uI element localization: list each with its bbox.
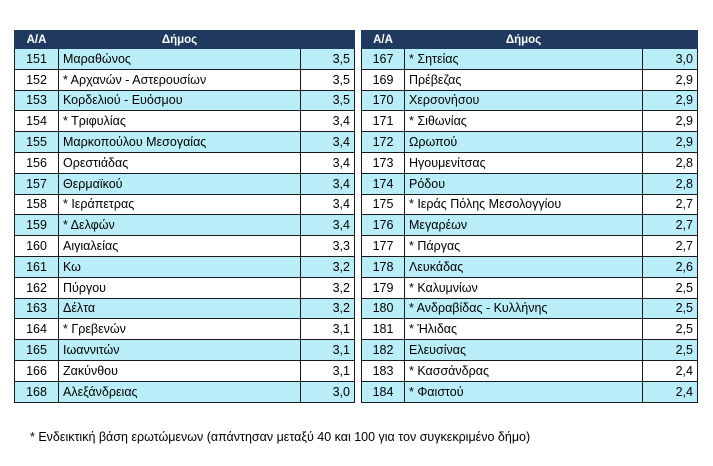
row-index: 158 bbox=[15, 194, 59, 215]
row-value: 3,0 bbox=[301, 381, 355, 402]
municipality-name: Ορεστιάδας bbox=[59, 152, 301, 173]
table-row bbox=[15, 381, 355, 402]
row-index: 160 bbox=[15, 236, 59, 257]
municipality-name: Ηγουμενίτσας bbox=[405, 152, 643, 173]
row-value: 2,9 bbox=[643, 90, 698, 111]
row-value: 3,1 bbox=[301, 319, 355, 340]
row-index: 159 bbox=[15, 215, 59, 236]
row-index: 163 bbox=[15, 298, 59, 319]
row-index: 172 bbox=[362, 132, 405, 153]
table-row bbox=[15, 236, 355, 257]
table-row bbox=[362, 111, 698, 132]
row-index: 164 bbox=[15, 319, 59, 340]
municipality-name: Ελευσίνας bbox=[405, 340, 643, 361]
row-index: 162 bbox=[15, 277, 59, 298]
municipality-name: Αιγιαλείας bbox=[59, 236, 301, 257]
row-index: 178 bbox=[362, 256, 405, 277]
table-row bbox=[362, 69, 698, 90]
row-value: 2,7 bbox=[643, 215, 698, 236]
row-value: 2,8 bbox=[643, 173, 698, 194]
municipality-name: * Δελφών bbox=[59, 215, 301, 236]
municipality-name: Αλεξάνδρειας bbox=[59, 381, 301, 402]
table-row bbox=[15, 319, 355, 340]
table-row bbox=[15, 298, 355, 319]
header-value bbox=[643, 31, 698, 49]
ranking-table-left bbox=[14, 30, 355, 403]
row-value: 3,1 bbox=[301, 340, 355, 361]
row-index: 170 bbox=[362, 90, 405, 111]
table-row bbox=[362, 381, 698, 402]
header-value bbox=[301, 31, 355, 49]
row-index: 154 bbox=[15, 111, 59, 132]
row-value: 2,7 bbox=[643, 236, 698, 257]
table-row bbox=[362, 173, 698, 194]
table-row bbox=[15, 49, 355, 70]
row-value: 3,4 bbox=[301, 132, 355, 153]
municipality-name: * Ήλιδας bbox=[405, 319, 643, 340]
header-index: Α/Α bbox=[362, 31, 405, 49]
table-row bbox=[15, 256, 355, 277]
row-index: 179 bbox=[362, 277, 405, 298]
table-row bbox=[15, 277, 355, 298]
table-row bbox=[362, 90, 698, 111]
row-index: 173 bbox=[362, 152, 405, 173]
municipality-name: Πύργου bbox=[59, 277, 301, 298]
municipality-name: * Αρχανών - Αστερουσίων bbox=[59, 69, 301, 90]
table-row bbox=[362, 298, 698, 319]
row-index: 166 bbox=[15, 360, 59, 381]
municipality-name: * Φαιστού bbox=[405, 381, 643, 402]
municipality-name: Μεγαρέων bbox=[405, 215, 643, 236]
row-value: 2,9 bbox=[643, 132, 698, 153]
row-index: 151 bbox=[15, 49, 59, 70]
municipality-name: Ζακύνθου bbox=[59, 360, 301, 381]
row-index: 177 bbox=[362, 236, 405, 257]
row-value: 3,2 bbox=[301, 277, 355, 298]
header-index: Α/Α bbox=[15, 31, 59, 49]
row-index: 180 bbox=[362, 298, 405, 319]
row-value: 2,9 bbox=[643, 69, 698, 90]
row-value: 2,4 bbox=[643, 381, 698, 402]
municipality-name: Δέλτα bbox=[59, 298, 301, 319]
municipality-name: Θερμαϊκού bbox=[59, 173, 301, 194]
row-value: 3,4 bbox=[301, 152, 355, 173]
row-value: 3,2 bbox=[301, 256, 355, 277]
row-index: 184 bbox=[362, 381, 405, 402]
table-row bbox=[15, 152, 355, 173]
row-index: 168 bbox=[15, 381, 59, 402]
municipality-name: Ρόδου bbox=[405, 173, 643, 194]
row-value: 3,4 bbox=[301, 215, 355, 236]
row-index: 175 bbox=[362, 194, 405, 215]
row-value: 2,5 bbox=[643, 298, 698, 319]
municipality-name: * Πάργας bbox=[405, 236, 643, 257]
municipality-name: Χερσονήσου bbox=[405, 90, 643, 111]
table-row bbox=[15, 340, 355, 361]
row-value: 2,4 bbox=[643, 360, 698, 381]
row-value: 3,5 bbox=[301, 90, 355, 111]
row-value: 2,8 bbox=[643, 152, 698, 173]
row-index: 161 bbox=[15, 256, 59, 277]
municipality-name: * Γρεβενών bbox=[59, 319, 301, 340]
row-value: 2,5 bbox=[643, 319, 698, 340]
municipality-name: * Ανδραβίδας - Κυλλήνης bbox=[405, 298, 643, 319]
table-row bbox=[15, 132, 355, 153]
row-index: 157 bbox=[15, 173, 59, 194]
row-value: 2,9 bbox=[643, 111, 698, 132]
row-value: 2,5 bbox=[643, 340, 698, 361]
row-value: 2,6 bbox=[643, 256, 698, 277]
table-body-left bbox=[15, 49, 355, 403]
municipality-name: Κω bbox=[59, 256, 301, 277]
row-index: 176 bbox=[362, 215, 405, 236]
table-row bbox=[362, 256, 698, 277]
row-index: 155 bbox=[15, 132, 59, 153]
municipality-name: * Ιεράπετρας bbox=[59, 194, 301, 215]
table-row bbox=[362, 194, 698, 215]
municipality-name: * Κασσάνδρας bbox=[405, 360, 643, 381]
table-row bbox=[15, 90, 355, 111]
header-municipality: Δήμος bbox=[59, 31, 301, 49]
table-row bbox=[362, 319, 698, 340]
municipality-name: Λευκάδας bbox=[405, 256, 643, 277]
row-index: 153 bbox=[15, 90, 59, 111]
row-index: 169 bbox=[362, 69, 405, 90]
table-row bbox=[15, 360, 355, 381]
table-row bbox=[362, 277, 698, 298]
row-index: 182 bbox=[362, 340, 405, 361]
row-value: 3,4 bbox=[301, 194, 355, 215]
row-value: 3,2 bbox=[301, 298, 355, 319]
row-index: 174 bbox=[362, 173, 405, 194]
row-index: 152 bbox=[15, 69, 59, 90]
header-row bbox=[15, 31, 355, 49]
municipality-name: Πρέβεζας bbox=[405, 69, 643, 90]
row-value: 3,0 bbox=[643, 49, 698, 70]
table-body-right bbox=[362, 49, 698, 403]
table-row bbox=[362, 340, 698, 361]
row-value: 3,5 bbox=[301, 69, 355, 90]
row-value: 3,4 bbox=[301, 173, 355, 194]
row-value: 3,5 bbox=[301, 49, 355, 70]
municipality-name: Ιωαννιτών bbox=[59, 340, 301, 361]
municipality-name: Κορδελιού - Ευόσμου bbox=[59, 90, 301, 111]
table-row bbox=[15, 215, 355, 236]
row-index: 183 bbox=[362, 360, 405, 381]
header-row bbox=[362, 31, 698, 49]
municipality-name: * Τριφυλίας bbox=[59, 111, 301, 132]
table-row bbox=[362, 132, 698, 153]
municipality-name: * Καλυμνίων bbox=[405, 277, 643, 298]
municipality-name: * Σιθωνίας bbox=[405, 111, 643, 132]
table-row bbox=[362, 152, 698, 173]
row-index: 167 bbox=[362, 49, 405, 70]
table-row bbox=[15, 194, 355, 215]
municipality-name: Μαρκοπούλου Μεσογαίας bbox=[59, 132, 301, 153]
ranking-table-right bbox=[361, 30, 698, 403]
municipality-name: Μαραθώνος bbox=[59, 49, 301, 70]
table-row bbox=[15, 69, 355, 90]
row-value: 3,1 bbox=[301, 360, 355, 381]
municipality-name: * Σητείας bbox=[405, 49, 643, 70]
municipality-name: * Ιεράς Πόλης Μεσολογγίου bbox=[405, 194, 643, 215]
row-value: 3,4 bbox=[301, 111, 355, 132]
table-row bbox=[15, 111, 355, 132]
table-row bbox=[362, 236, 698, 257]
table-row bbox=[362, 215, 698, 236]
row-index: 156 bbox=[15, 152, 59, 173]
table-row bbox=[362, 49, 698, 70]
row-index: 171 bbox=[362, 111, 405, 132]
row-value: 2,5 bbox=[643, 277, 698, 298]
municipality-name: Ωρωπού bbox=[405, 132, 643, 153]
row-index: 165 bbox=[15, 340, 59, 361]
table-row bbox=[15, 173, 355, 194]
row-value: 2,7 bbox=[643, 194, 698, 215]
row-index: 181 bbox=[362, 319, 405, 340]
footnote: * Ενδεικτική βάση ερωτώμενων (απάντησαν μεταξύ 40 και 100 για τον συγκεκριμένο δήμο) bbox=[30, 430, 531, 444]
row-value: 3,3 bbox=[301, 236, 355, 257]
table-row bbox=[362, 360, 698, 381]
header-municipality: Δήμος bbox=[405, 31, 643, 49]
